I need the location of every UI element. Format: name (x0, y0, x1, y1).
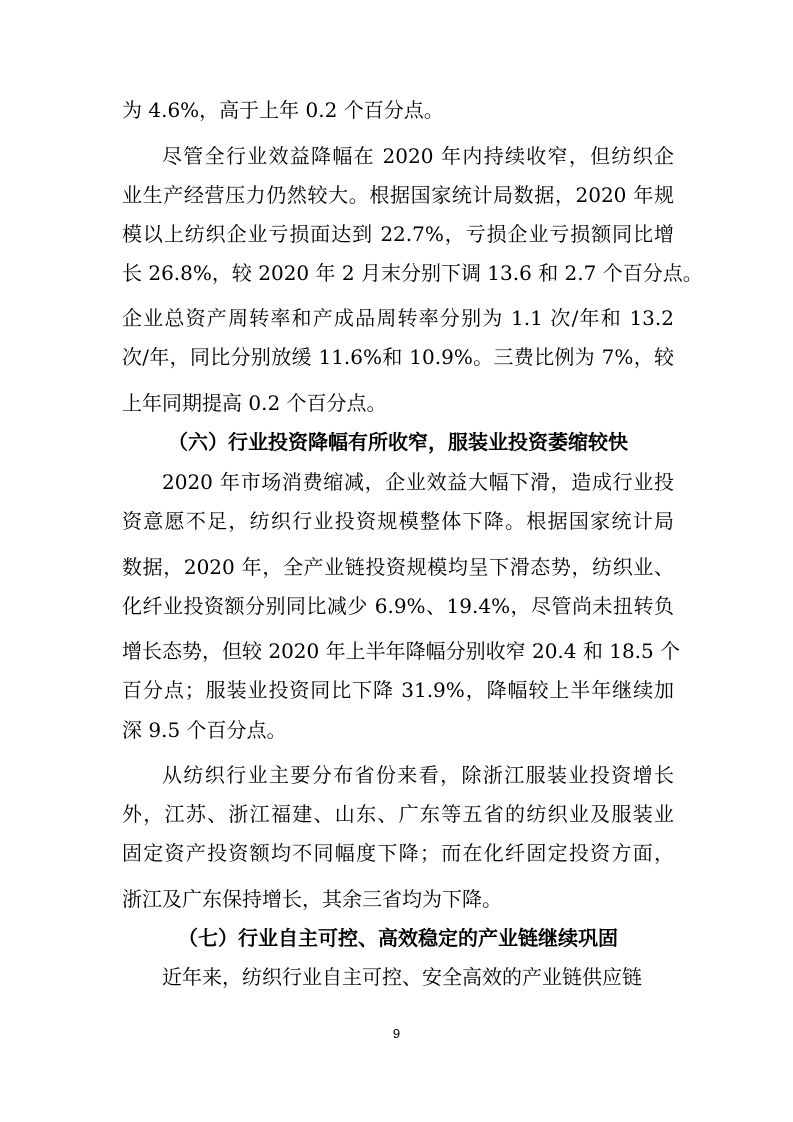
paragraph-line: 长 26.8%，较 2020 年 2 月末分别下调 13.6 和 2.7 个百分点。 (122, 261, 703, 285)
paragraph-line: 百分点；服装业投资同比下降 31.9%，降幅较上半年继续加 (122, 678, 674, 702)
paragraph-line: 尽管全行业效益降幅在 2020 年内持续收窄，但纺织企 (162, 144, 674, 168)
paragraph-line: 资意愿不足，纺织行业投资规模整体下降。根据国家统计局 (122, 509, 674, 533)
paragraph-line: 近年来，纺织行业自主可控、安全高效的产业链供应链 (162, 965, 642, 989)
paragraph-line: 深 9.5 个百分点。 (122, 718, 287, 742)
paragraph-line: 上年同期提高 0.2 个百分点。 (122, 391, 387, 415)
section-heading-6: （六）行业投资降幅有所收窄，服装业投资萎缩较快 (168, 430, 628, 454)
paragraph-line: 化纤业投资额分别同比减少 6.9%、19.4%，尽管尚未扭转负 (122, 594, 674, 618)
paragraph-line: 数据，2020 年，全产业链投资规模均呈下滑态势，纺织业、 (122, 555, 674, 579)
paragraph-line: 浙江及广东保持增长，其余三省均为下降。 (122, 887, 502, 911)
paragraph-line: 为 4.6%，高于上年 0.2 个百分点。 (122, 98, 444, 122)
paragraph-line: 固定资产投资额均不同幅度下降；而在化纤固定投资方面， (122, 841, 674, 865)
paragraph-line: 从纺织行业主要分布省份来看，除浙江服装业投资增长 (162, 763, 674, 787)
page-number: 9 (392, 1026, 401, 1041)
paragraph-line: 企业总资产周转率和产成品周转率分别为 1.1 次/年和 13.2 (122, 306, 674, 330)
paragraph-line: 增长态势，但较 2020 年上半年降幅分别收窄 20.4 和 18.5 个 (122, 639, 681, 663)
paragraph-line: 业生产经营压力仍然较大。根据国家统计局数据，2020 年规 (122, 183, 674, 207)
paragraph-line: 次/年，同比分别放缓 11.6%和 10.9%。三费比例为 7%，较 (122, 345, 674, 369)
paragraph-line: 模以上纺织企业亏损面达到 22.7%，亏损企业亏损额同比增 (122, 222, 674, 246)
paragraph-line: 2020 年市场消费缩减，企业效益大幅下滑，造成行业投 (162, 470, 674, 494)
section-heading-7: （七）行业自主可控、高效稳定的产业链继续巩固 (178, 926, 618, 950)
paragraph-line: 外，江苏、浙江福建、山东、广东等五省的纺织业及服装业 (122, 802, 674, 826)
